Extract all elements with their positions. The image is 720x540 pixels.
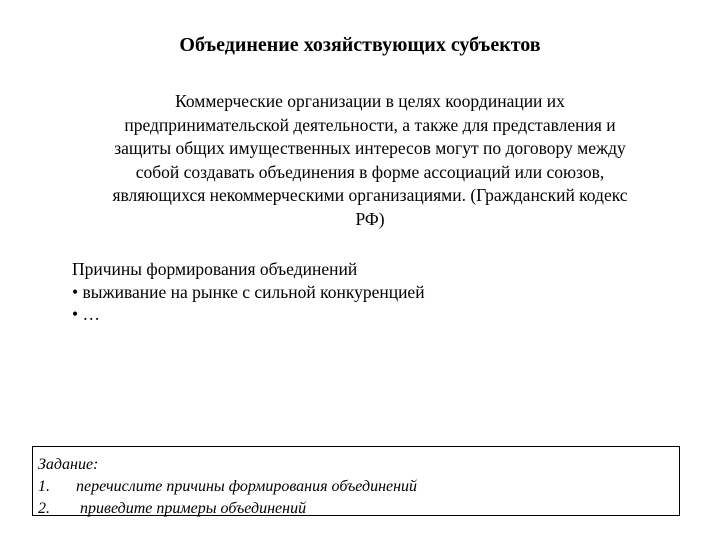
civil-code-quote: [62, 90, 678, 231]
task-item-text: приведите примеры объединений: [80, 500, 307, 517]
task-item-text: перечислите причины формирования объединений: [76, 478, 418, 495]
quote-line: защиты общих имущественных интересов могут по договору между: [114, 138, 626, 158]
task-label: Задание:: [38, 456, 99, 473]
slide-title: Объединение хозяйствующих субъектов: [179, 34, 541, 56]
task-item-number: 1.: [38, 478, 50, 495]
reason-item: • …: [72, 304, 101, 324]
quote-line: предпринимательской деятельности, а также для представления и: [124, 114, 616, 135]
task-box: [32, 446, 680, 516]
task-item: [38, 476, 679, 498]
reasons-heading: Причины формирования объединений: [72, 259, 358, 279]
quote-line: собой создавать объединения в форме ассоциаций или союзов,: [135, 161, 605, 182]
reason-item: • выживание на рынке с сильной конкуренцией: [72, 281, 425, 302]
task-item: [38, 498, 679, 520]
quote-line: Коммерческие организации в целях координации их: [175, 91, 565, 111]
reasons-section: [72, 258, 672, 326]
quote-line: являющихся некоммерческими организациями. (Гражданский кодекс: [112, 185, 628, 205]
task-item-number: 2.: [38, 500, 50, 517]
quote-line: РФ): [355, 208, 385, 229]
